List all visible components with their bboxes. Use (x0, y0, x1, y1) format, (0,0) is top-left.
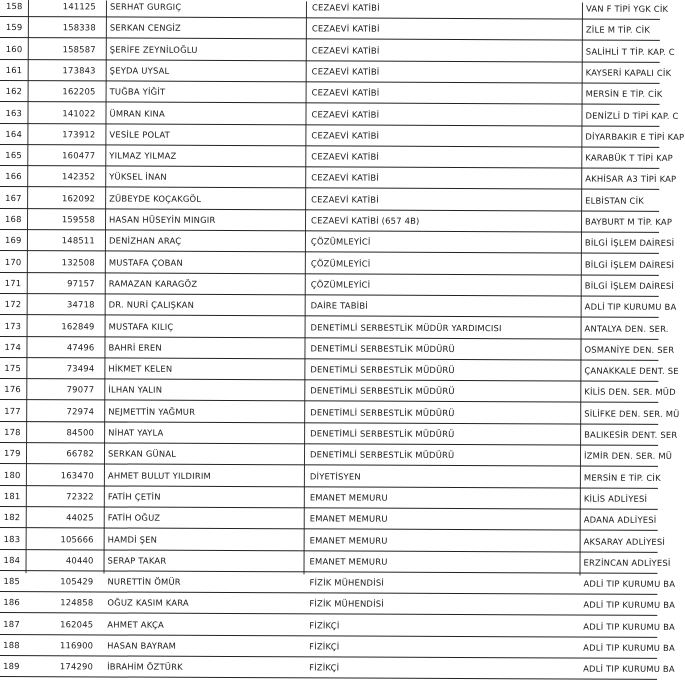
registry-number: 141125 (62, 1, 96, 12)
job-title: CEZAEVİ KATİBİ (311, 2, 380, 13)
table-row (0, 358, 679, 382)
table-row (0, 656, 675, 680)
job-title: DENETİMLİ SERBESTLİK MÜDÜRÜ (310, 343, 455, 354)
registry-number: 158587 (62, 43, 96, 55)
table-row (0, 592, 676, 616)
row-number: 177 (4, 405, 21, 416)
registry-number: 148511 (61, 235, 95, 246)
table-row (0, 614, 676, 638)
workplace: SALİHLİ T TİP. KAP. C (585, 46, 675, 57)
table-row (0, 209, 673, 233)
workplace: ADLİ TIP KURUMU BA (583, 621, 676, 632)
table-row (0, 17, 660, 41)
person-name: İLHAN YALIN (108, 384, 163, 396)
row-number: 161 (5, 64, 23, 75)
person-name: DENİZHAN ARAÇ (108, 235, 182, 247)
workplace: KİLİS DEN. SER. MÜD (584, 386, 676, 398)
row-number: 180 (3, 469, 21, 480)
person-name: MUSTAFA ÇOBAN (108, 257, 183, 268)
row-number: 172 (4, 299, 22, 310)
job-title: DENETİMLİ SERBESTLİK MÜDÜRÜ (310, 385, 455, 397)
registry-number: 158338 (62, 22, 96, 33)
table-row (0, 443, 673, 467)
table-row (0, 166, 677, 190)
person-name: İBRAHİM ÖZTÜRK (107, 661, 183, 673)
row-number: 171 (4, 277, 22, 288)
table-row (0, 422, 678, 446)
registry-number: 40440 (65, 555, 94, 566)
table-row (0, 294, 677, 318)
person-name: SERKAN GÜNAL (107, 448, 177, 460)
table-row (0, 507, 658, 531)
row-number: 159 (5, 22, 23, 33)
person-name: HASAN HÜSEYİN MINGIR (109, 214, 216, 225)
table-row (0, 635, 675, 659)
workplace: İZMİR DEN. SER. MÜ (583, 450, 673, 462)
registry-number: 160477 (62, 150, 96, 161)
row-number: 169 (4, 235, 22, 246)
person-name: ŞERİFE ZEYNİLOĞLU (109, 44, 198, 55)
workplace: ADLİ TIP KURUMU BA (583, 599, 676, 611)
job-title: CEZAEVİ KATİBİ (311, 44, 380, 56)
registry-number: 66782 (66, 448, 95, 459)
workplace: BALIKESİR DENT. SER (584, 429, 678, 440)
row-number: 181 (3, 490, 21, 501)
table-row (0, 315, 669, 339)
registry-number: 73494 (66, 363, 95, 374)
row-number: 174 (4, 341, 22, 352)
job-title: DAİRE TABİBİ (310, 300, 369, 311)
row-number: 165 (5, 150, 22, 161)
table-row (0, 145, 673, 169)
job-title: EMANET MEMURU (309, 534, 388, 546)
job-title: DENETİMLİ SERBESTLİK MÜDÜR YARDIMCISI (310, 321, 502, 333)
person-name: BAHRİ EREN (108, 342, 162, 353)
workplace: ELBİSTAN CİK (585, 195, 644, 206)
job-title: DENETİMLİ SERBESTLİK MÜDÜRÜ (310, 407, 455, 418)
person-name: ZÜBEYDE KOÇAKGÖL (109, 193, 202, 204)
workplace: ÇANAKKALE DENT. SE (584, 365, 679, 377)
job-title: FİZİKÇİ (309, 662, 340, 673)
table-row (0, 273, 675, 297)
table-row (0, 379, 676, 403)
row-number: 183 (3, 533, 21, 544)
table-row (0, 230, 675, 254)
registry-number: 142352 (62, 171, 96, 182)
row-number: 186 (3, 597, 20, 608)
registry-number: 159558 (61, 214, 96, 225)
workplace: ADANA ADLİYESİ (583, 514, 657, 526)
registry-number: 162849 (61, 320, 95, 331)
person-name: SERHAT GURGIÇ (109, 1, 182, 12)
workplace: OSMANİYE DEN. SER (584, 344, 675, 355)
job-title: CEZAEVİ KATİBİ (311, 151, 380, 162)
workplace: VAN F TİPİ YGK CİK (585, 3, 669, 14)
registry-number: 141022 (62, 107, 96, 118)
row-number: 164 (5, 128, 23, 139)
table-row (0, 550, 671, 574)
table-row (0, 465, 661, 489)
job-title: DENETİMLİ SERBESTLİK MÜDÜRÜ (310, 428, 455, 439)
registry-number: 174290 (59, 661, 94, 672)
workplace: ADLİ TIP KURUMU BA (583, 642, 675, 653)
job-title: FİZİKÇİ (309, 620, 340, 631)
table-row (0, 60, 672, 84)
job-title: DENETİMLİ SERBESTLİK MÜDÜRÜ (310, 364, 455, 376)
person-name: VESİLE POLAT (109, 129, 170, 140)
registry-number: 84500 (66, 427, 95, 438)
person-name: AHMET AKÇA (107, 619, 164, 630)
row-number: 185 (3, 576, 21, 587)
registry-number: 72974 (66, 405, 95, 417)
job-title: FİZİK MÜHENDİSİ (309, 577, 385, 588)
person-name: SERAP TAKAR (107, 555, 167, 566)
table-row (0, 571, 676, 595)
table-row (0, 188, 659, 212)
registry-number: 34718 (66, 299, 95, 310)
person-name: NURETTİN ÖMÜR (107, 576, 181, 587)
registry-number: 163470 (60, 469, 94, 481)
registry-number: 79077 (66, 384, 95, 395)
table-row (0, 124, 685, 148)
job-title: CEZAEVİ KATİBİ (311, 194, 379, 205)
job-title: ÇÖZÜMLEYİCİ (310, 279, 371, 290)
workplace: AKHİSAR A3 TİPİ KAP (585, 173, 677, 185)
person-name: ŞEYDA UYSAL (109, 65, 170, 76)
job-title: FİZİK MÜHENDİSİ (309, 598, 384, 610)
person-name: MUSTAFA KILIÇ (108, 320, 174, 332)
workplace: BİLGİ İŞLEM DAİRESİ (584, 259, 675, 270)
job-title: CEZAEVİ KATİBİ (311, 108, 380, 120)
registry-number: 72322 (66, 491, 94, 502)
job-title: CEZAEVİ KATİBİ (657 4B) (311, 215, 420, 226)
row-number: 187 (3, 618, 20, 629)
job-title: ÇÖZÜMLEYİCİ (310, 257, 371, 269)
person-name: SERKAN CENGİZ (109, 22, 182, 34)
job-title: EMANET MEMURU (309, 492, 388, 503)
row-number: 176 (4, 384, 21, 395)
workplace: BİLGİ İŞLEM DAİRESİ (584, 237, 675, 249)
registry-number: 116900 (59, 640, 94, 651)
job-title: EMANET MEMURU (309, 556, 388, 567)
registry-number: 162092 (61, 192, 96, 204)
person-name: HİKMET KELEN (108, 363, 173, 374)
row-number: 170 (4, 256, 22, 267)
row-number: 179 (4, 448, 21, 459)
workplace: KARABÜK T TİPİ KAP (585, 152, 673, 164)
workplace: MERSİN E TİP. CİK (583, 472, 661, 483)
person-name: OĞUZ KASIM KARA (107, 597, 189, 609)
registry-number: 173912 (62, 129, 96, 140)
registry-number: 97157 (67, 278, 95, 289)
registry-number: 44025 (66, 512, 94, 523)
row-number: 162 (5, 86, 23, 97)
row-number: 158 (5, 1, 23, 12)
table-row (0, 102, 679, 126)
job-title: CEZAEVİ KATİBİ (311, 172, 380, 184)
workplace: ADLİ TIP KURUMU BA (583, 663, 675, 675)
person-name: NİHAT YAYLA (108, 427, 164, 438)
row-number: 175 (4, 363, 22, 374)
row-number: 188 (3, 640, 20, 651)
workplace: ADLİ TIP KURUMU BA (584, 301, 677, 313)
person-name: YÜKSEL İNAN (109, 171, 167, 183)
table-row (0, 337, 675, 361)
person-name: FATİH OĞUZ (107, 512, 161, 523)
person-name: YILMAZ YILMAZ (109, 150, 177, 161)
workplace: BAYBURT M TİP. KAP (585, 216, 673, 227)
job-title: CEZAEVİ KATİBİ (311, 87, 380, 98)
registry-number: 173843 (62, 65, 96, 76)
job-title: DİYETİSYEN (309, 470, 361, 482)
person-name: HAMDİ ŞEN (107, 533, 158, 545)
person-name: NEJMETTİN YAĞMUR (108, 406, 196, 417)
registry-number: 105429 (60, 576, 94, 587)
job-title: ÇÖZÜMLEYİCİ (310, 236, 371, 247)
registry-number: 132508 (61, 256, 95, 268)
workplace: AKSARAY ADLİYESİ (583, 536, 666, 547)
person-name: AHMET BULUT YILDIRIM (107, 470, 211, 481)
job-title: CEZAEVİ KATİBİ (311, 23, 380, 34)
row-number: 163 (5, 107, 23, 118)
workplace: KAYSERİ KAPALI CİK (585, 67, 672, 78)
row-number: 189 (3, 661, 20, 672)
row-number: 160 (5, 43, 23, 54)
registry-number: 162045 (60, 618, 94, 630)
job-title: CEZAEVİ KATİBİ (311, 130, 380, 141)
registry-number: 124858 (60, 597, 94, 608)
workplace: ZİLE M TİP. CİK (585, 24, 651, 36)
table-row (0, 252, 675, 276)
row-number: 182 (3, 512, 21, 523)
person-name: HASAN BAYRAM (107, 640, 177, 651)
job-title: EMANET MEMURU (309, 513, 388, 524)
row-number: 168 (5, 214, 22, 225)
row-number: 166 (5, 171, 22, 182)
table-row (0, 528, 666, 552)
job-title: DENETİMLİ SERBESTLİK MÜDÜRÜ (309, 449, 455, 461)
workplace: ADLİ TIP KURUMU BA (583, 578, 676, 590)
row-number: 184 (3, 554, 21, 565)
row-number: 173 (4, 320, 22, 331)
person-name: RAMAZAN KARAGÖZ (108, 278, 198, 289)
workplace: ANTALYA DEN. SER. (584, 323, 669, 334)
workplace: MERSİN E TİP. CİK (585, 88, 663, 100)
workplace: SİLİFKE DEN. SER. MÜ (584, 408, 680, 419)
workplace: BİLGİ İŞLEM DAİRESİ (584, 280, 675, 291)
registry-number: 47496 (66, 342, 95, 353)
person-name: ÜMRAN KINA (109, 107, 165, 119)
person-name: FATİH ÇETİN (107, 491, 161, 502)
job-title: FİZİKÇİ (309, 641, 340, 652)
job-title: CEZAEVİ KATİBİ (311, 66, 380, 77)
row-number: 167 (5, 192, 22, 203)
person-name: DR. NURİ ÇALIŞKAN (108, 299, 195, 311)
workplace: DENİZLİ D TİPİ KAP. C (585, 110, 679, 121)
workplace: KİLİS ADLİYESİ (583, 493, 648, 504)
table-row (0, 401, 680, 425)
table-row (0, 486, 658, 510)
person-name: TUĞBA YİĞİT (109, 86, 166, 97)
table-row (0, 81, 663, 105)
registry-number: 105666 (60, 533, 94, 544)
workplace: DİYARBAKIR E TİPİ KAP (585, 131, 685, 142)
table-row (0, 39, 675, 63)
row-number: 178 (4, 427, 21, 438)
workplace: ERZİNCAN ADLİYESİ (583, 557, 671, 568)
registry-number: 162205 (62, 86, 96, 97)
